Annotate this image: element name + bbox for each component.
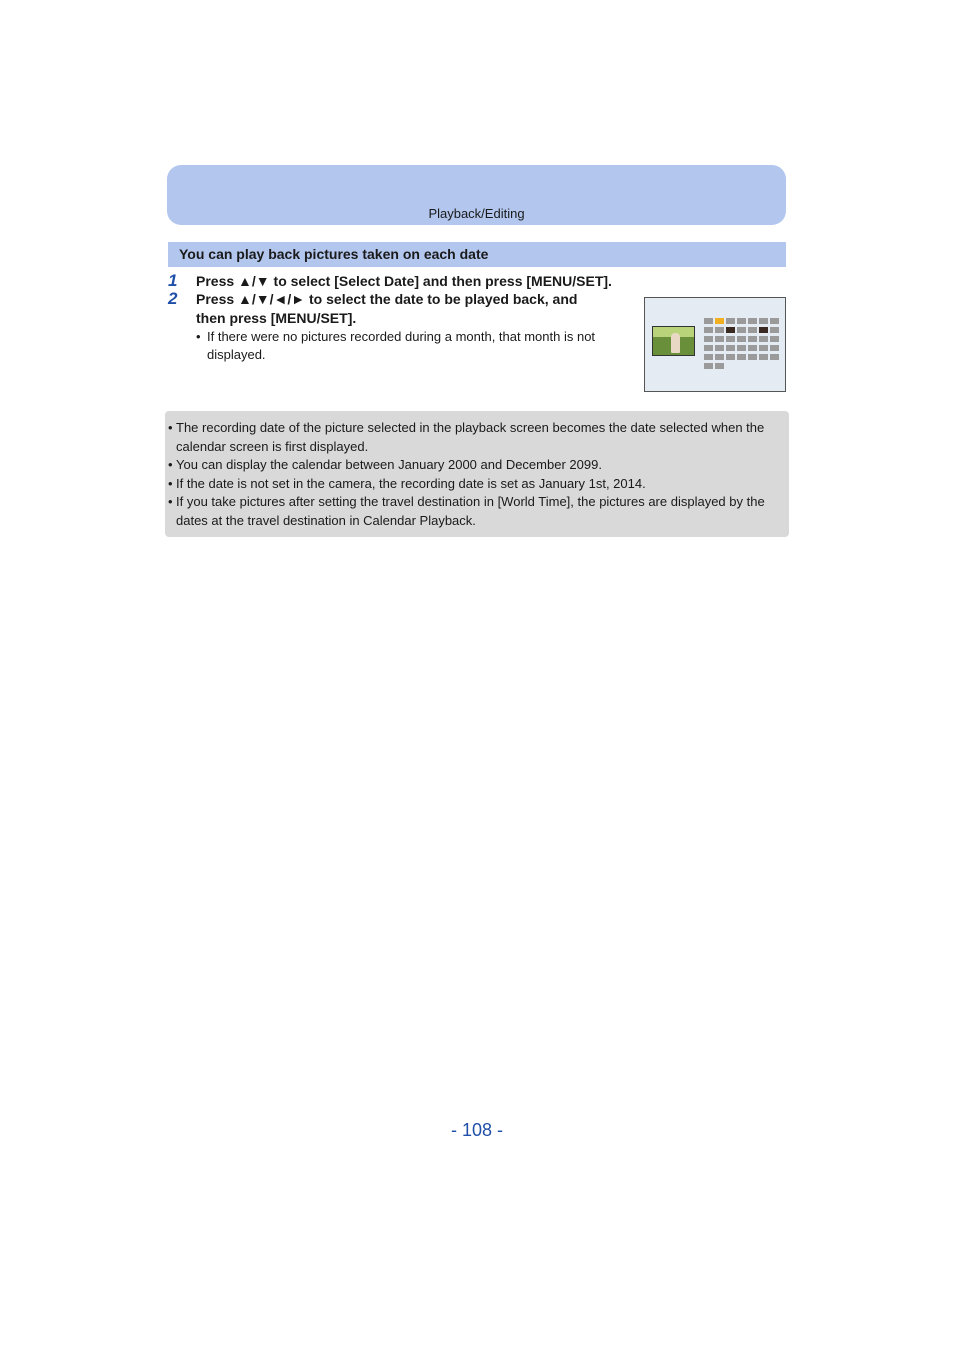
calendar-day-cell bbox=[715, 354, 724, 360]
calendar-day-cell bbox=[759, 354, 768, 360]
note-text: If you take pictures after setting the travel destination in [World Time], the pictures are displayed by the dates at the travel destination in Calendar Playback. bbox=[176, 494, 765, 528]
calendar-day-cell bbox=[715, 318, 724, 324]
calendar-day-cell bbox=[737, 336, 746, 342]
bullet: • bbox=[168, 457, 173, 472]
page-number: - 108 - bbox=[450, 1120, 504, 1140]
step-2-sub-note bbox=[196, 328, 628, 364]
note-item bbox=[168, 419, 783, 456]
thumbnail-person bbox=[671, 333, 680, 353]
calendar-day-cell bbox=[715, 363, 724, 369]
calendar-day-cell bbox=[770, 354, 779, 360]
calendar-day-cell bbox=[704, 327, 713, 333]
photo-thumbnail-icon bbox=[652, 326, 695, 356]
section-title-bar bbox=[168, 242, 786, 267]
calendar-day-cell bbox=[748, 354, 757, 360]
note-text: If the date is not set in the camera, the recording date is set as January 1st, 2014. bbox=[176, 475, 646, 491]
calendar-day-cell bbox=[715, 345, 724, 351]
calendar-day-cell bbox=[748, 327, 757, 333]
bullet: • bbox=[168, 494, 173, 509]
calendar-day-cell bbox=[704, 363, 713, 369]
step-1-text: Press ▲/▼ to select [Select Date] and then press [MENU/SET]. bbox=[196, 273, 612, 289]
section-title: You can play back pictures taken on each date bbox=[179, 246, 489, 262]
calendar-day-cell bbox=[726, 336, 735, 342]
calendar-day-cell bbox=[748, 318, 757, 324]
bullet: • bbox=[168, 475, 173, 491]
calendar-day-cell bbox=[704, 345, 713, 351]
calendar-day-cell bbox=[704, 354, 713, 360]
step-2-text-line1: Press ▲/▼/◄/► to select the date to be played back, and bbox=[196, 291, 578, 307]
calendar-day-cell bbox=[759, 345, 768, 351]
calendar-day-cell bbox=[715, 336, 724, 342]
step-2-text-line2: then press [MENU/SET]. bbox=[196, 310, 357, 326]
step-1-number: 1 bbox=[168, 271, 178, 290]
calendar-day-cell bbox=[704, 318, 713, 324]
notes-box bbox=[165, 411, 789, 537]
calendar-day-cell bbox=[759, 318, 768, 324]
calendar-day-cell bbox=[704, 336, 713, 342]
calendar-day-cell bbox=[770, 336, 779, 342]
notes-list bbox=[168, 419, 783, 530]
note-text: You can display the calendar between January 2000 and December 2099. bbox=[176, 457, 602, 472]
bullet: • bbox=[196, 329, 201, 344]
calendar-day-cell bbox=[715, 327, 724, 333]
calendar-day-cell bbox=[726, 327, 735, 333]
note-item bbox=[168, 493, 783, 530]
calendar-day-cell bbox=[737, 318, 746, 324]
calendar-day-cell bbox=[748, 345, 757, 351]
calendar-screen-illustration bbox=[644, 297, 786, 392]
calendar-day-cell bbox=[770, 327, 779, 333]
calendar-day-cell bbox=[770, 318, 779, 324]
calendar-day-cell bbox=[759, 327, 768, 333]
calendar-day-cell bbox=[748, 336, 757, 342]
sub-note-text: If there were no pictures recorded during a month, that month is not displayed. bbox=[207, 329, 596, 362]
calendar-day-cell bbox=[737, 354, 746, 360]
header-label: Playback/Editing bbox=[428, 206, 525, 221]
note-item bbox=[168, 475, 783, 494]
bullet: • bbox=[168, 420, 173, 435]
step-2-number: 2 bbox=[168, 289, 178, 308]
calendar-day-cell bbox=[726, 345, 735, 351]
calendar-day-cell bbox=[737, 327, 746, 333]
note-text: The recording date of the picture selected in the playback screen becomes the date selected when the calendar screen is first displayed. bbox=[176, 420, 765, 454]
note-item bbox=[168, 456, 783, 475]
calendar-day-cell bbox=[726, 354, 735, 360]
header-band bbox=[167, 165, 786, 225]
calendar-day-cell bbox=[737, 345, 746, 351]
calendar-day-cell bbox=[759, 336, 768, 342]
calendar-day-cell bbox=[726, 318, 735, 324]
calendar-day-cell bbox=[770, 345, 779, 351]
